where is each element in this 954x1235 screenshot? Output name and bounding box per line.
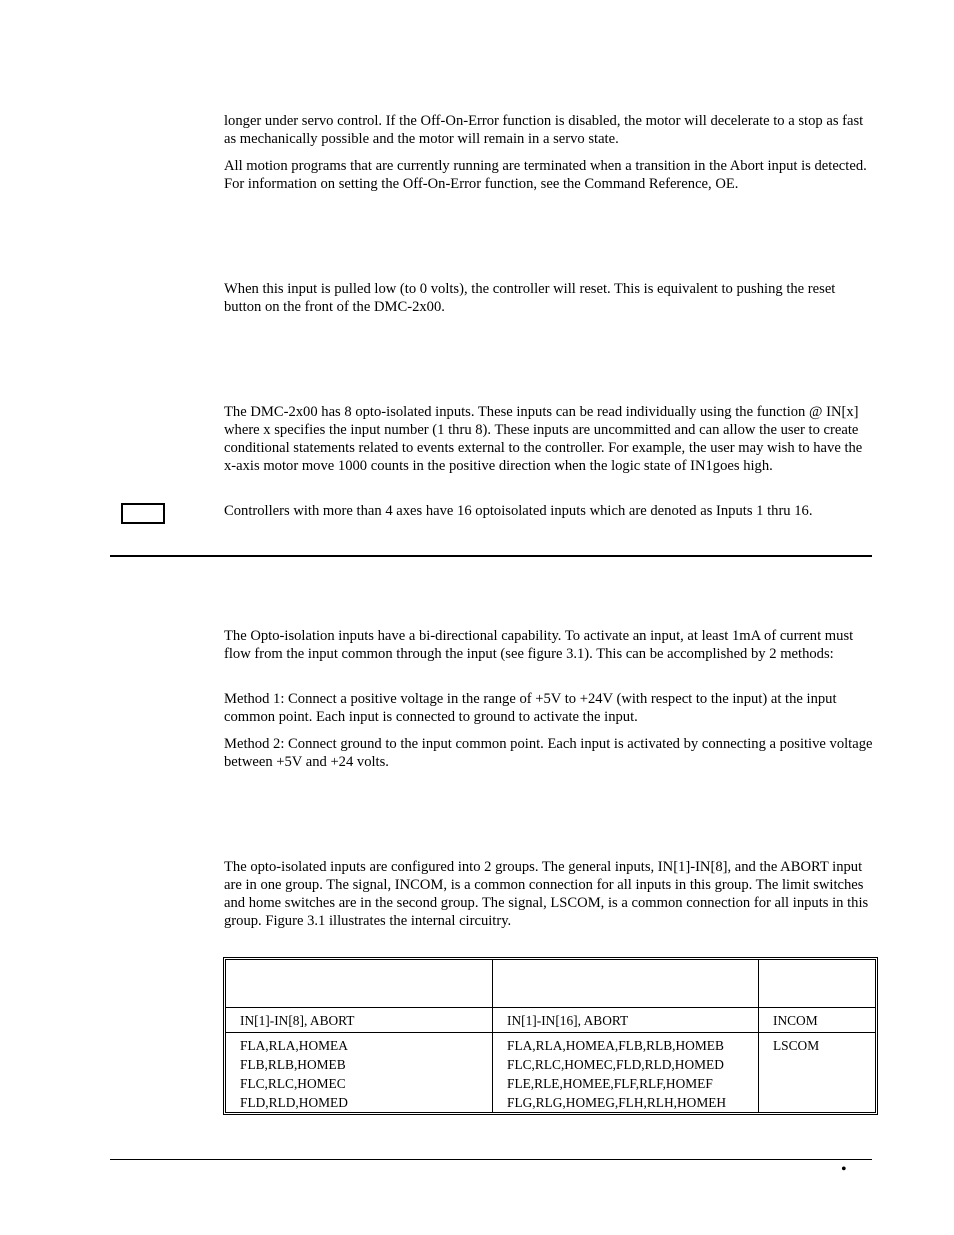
table-cell: FLA,RLA,HOMEA FLB,RLB,HOMEB FLC,RLC,HOMEC FLD,RLD,HOMED [226, 1033, 493, 1112]
note-icon [121, 503, 165, 524]
table-cell: INCOM [759, 1008, 875, 1033]
paragraph-opto-inputs: The DMC-2x00 has 8 opto-isolated inputs. These inputs can be read individually using the function @ IN[x] where x specifies the input number (1 thru 8). These inputs are uncommitted and can allow the user to create conditional statements related to events external to the controller. For example, the user may wish to have the x-axis motor move 1000 counts in the positive direction when the logic state of IN1goes high. [224, 404, 863, 474]
table-cell: IN[1]-IN[16], ABORT [493, 1008, 759, 1033]
table-header-cell [759, 960, 875, 1008]
paragraph-abort-termination: All motion programs that are currently running are terminated when a transition in the Abort input is detected. For information on setting the Off-On-Error function, see the Command Reference, OE. [224, 158, 867, 192]
table-header-row [226, 960, 875, 1008]
table-cell: FLA,RLA,HOMEA,FLB,RLB,HOMEB FLC,RLC,HOMEC,FLD,RLD,HOMED FLE,RLE,HOMEE,FLF,RLF,HOMEF FLG,RLG,HOMEG,FLH,RLH,HOMEH [493, 1033, 759, 1112]
footer-rule [110, 1159, 872, 1160]
paragraph-method-1: Method 1: Connect a positive voltage in the range of +5V to +24V (with respect to the input) at the input common point. Each input is connected to ground to activate the input. [224, 691, 837, 725]
table-cell: LSCOM [773, 1038, 820, 1053]
table-row [226, 1033, 875, 1112]
paragraph-off-on-error: longer under servo control. If the Off-On-Error function is disabled, the motor will decelerate to a stop as fast as mechanically possible and the motor will remain in a servo state. [224, 113, 864, 147]
input-groups-table [223, 957, 878, 1115]
paragraph-input-groups: The opto-isolated inputs are configured into 2 groups. The general inputs, IN[1]-IN[8], and the ABORT input are in one group. The signal, INCOM, is a common connection for all inputs in this group. The limit switches and home switches are in the second group. The signal, LSCOM, is a common connection for all inputs in this group. Figure 3.1 illustrates the internal circuitry. [224, 859, 869, 929]
paragraph-bidirectional: The Opto-isolation inputs have a bi-directional capability. To activate an input, at least 1mA of current must flow from the input common through the input (see figure 3.1). This can be accomplished by 2 methods: [224, 628, 854, 662]
section-divider [110, 555, 872, 557]
table-header-cell [493, 960, 759, 1008]
paragraph-reset-input: When this input is pulled low (to 0 volts), the controller will reset. This is equivalent to pushing the reset button on the front of the DMC-2x00. [224, 281, 836, 315]
paragraph-note-16-inputs: Controllers with more than 4 axes have 16 optoisolated inputs which are denoted as Inputs 1 thru 16. [224, 503, 813, 519]
table-row [226, 1008, 875, 1033]
paragraph-method-2: Method 2: Connect ground to the input common point. Each input is activated by connecting a positive voltage between +5V and +24 volts. [224, 736, 873, 770]
footer-bullet: • [841, 1161, 847, 1178]
table-header-cell [226, 960, 493, 1008]
table-cell: IN[1]-IN[8], ABORT [226, 1008, 493, 1033]
